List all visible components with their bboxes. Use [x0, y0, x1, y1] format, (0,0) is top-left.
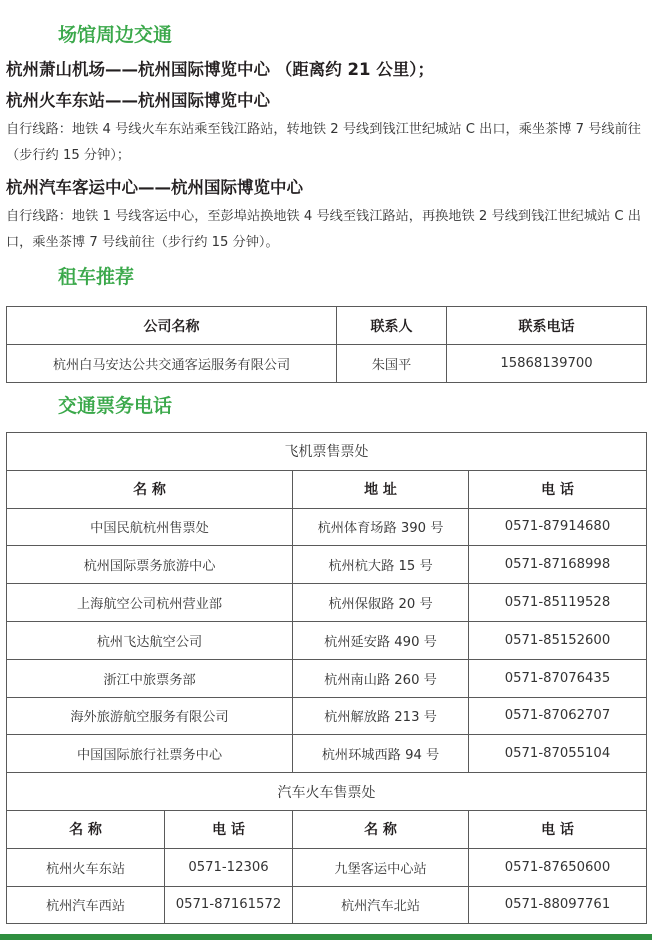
route-heading-east-station: 杭州火车东站——杭州国际博览中心 — [6, 91, 270, 110]
office-phone: 0571-87062707 — [469, 697, 647, 735]
route-heading-bus-center: 杭州汽车客运中心——杭州国际博览中心 — [6, 178, 303, 197]
office-address: 杭州解放路 213 号 — [293, 697, 469, 735]
route-detail-bus-center: 自行线路：地铁 1 号线客运中心，至彭埠站换地铁 4 号线至钱江路站，再换地铁 2 号线到钱江世纪城站 C 出口，乘坐茶博 7 号线前往（步行约 15 分钟）。 — [6, 209, 641, 250]
station-phone: 0571-87650600 — [469, 848, 647, 886]
station-phone: 0571-87161572 — [165, 886, 293, 924]
table-row — [7, 659, 647, 697]
office-address: 杭州杭大路 15 号 — [293, 546, 469, 584]
table-row — [7, 697, 647, 735]
bus-train-tickets-caption: 汽车火车售票处 — [7, 773, 647, 811]
station-phone: 0571-88097761 — [469, 886, 647, 924]
station-name: 九堡客运中心站 — [293, 848, 469, 886]
table-header-row — [7, 307, 647, 345]
company-name: 杭州白马安达公共交通客运服务有限公司 — [7, 345, 337, 383]
bus-train-caption-row — [7, 773, 647, 811]
office-phone: 0571-85119528 — [469, 584, 647, 622]
column-header-phone: 电 话 — [469, 470, 647, 508]
column-header-phone: 电 话 — [165, 810, 293, 848]
route-detail-east-station: 自行线路：地铁 4 号线火车东站乘至钱江路站，转地铁 2 号线到钱江世纪城站 C 出口，乘坐茶博 7 号线前往（步行约 15 分钟）； — [6, 122, 641, 163]
office-phone: 0571-87055104 — [469, 735, 647, 773]
office-address: 杭州环城西路 94 号 — [293, 735, 469, 773]
table-row — [7, 546, 647, 584]
office-address: 杭州南山路 260 号 — [293, 659, 469, 697]
office-name: 海外旅游航空服务有限公司 — [7, 697, 293, 735]
station-name: 杭州火车东站 — [7, 848, 165, 886]
table-row — [7, 508, 647, 546]
air-tickets-caption-row — [7, 433, 647, 471]
office-name: 杭州国际票务旅游中心 — [7, 546, 293, 584]
office-name: 上海航空公司杭州营业部 — [7, 584, 293, 622]
contact-phone: 15868139700 — [447, 345, 647, 383]
column-header-address: 地 址 — [293, 470, 469, 508]
station-phone: 0571-12306 — [165, 848, 293, 886]
column-header-name: 名 称 — [293, 810, 469, 848]
section-title-traffic: 场馆周边交通 — [58, 24, 173, 46]
table-row — [7, 621, 647, 659]
section-title-tickets: 交通票务电话 — [58, 395, 173, 417]
route-heading-airport: 杭州萧山机场——杭州国际博览中心 （距离约 21 公里）； — [6, 60, 434, 79]
office-name: 中国国际旅行社票务中心 — [7, 735, 293, 773]
ticket-offices-table — [6, 432, 647, 924]
table-row — [7, 848, 647, 886]
rental-table — [6, 306, 647, 383]
office-phone: 0571-87076435 — [469, 659, 647, 697]
table-row — [7, 735, 647, 773]
contact-person: 朱国平 — [337, 345, 447, 383]
column-header-company: 公司名称 — [7, 307, 337, 345]
footer-rule — [0, 934, 652, 940]
office-phone: 0571-87914680 — [469, 508, 647, 546]
column-header-phone: 电 话 — [469, 810, 647, 848]
column-header-contact: 联系人 — [337, 307, 447, 345]
office-phone: 0571-85152600 — [469, 621, 647, 659]
table-row — [7, 345, 647, 383]
station-name: 杭州汽车西站 — [7, 886, 165, 924]
column-header-name: 名 称 — [7, 470, 293, 508]
air-tickets-header-row — [7, 470, 647, 508]
station-name: 杭州汽车北站 — [293, 886, 469, 924]
column-header-name: 名 称 — [7, 810, 165, 848]
office-address: 杭州保俶路 20 号 — [293, 584, 469, 622]
section-title-rental: 租车推荐 — [58, 266, 135, 288]
office-address: 杭州延安路 490 号 — [293, 621, 469, 659]
column-header-phone: 联系电话 — [447, 307, 647, 345]
bus-train-header-row — [7, 810, 647, 848]
office-name: 中国民航杭州售票处 — [7, 508, 293, 546]
table-row — [7, 886, 647, 924]
office-name: 杭州飞达航空公司 — [7, 621, 293, 659]
table-row — [7, 584, 647, 622]
air-tickets-caption: 飞机票售票处 — [7, 433, 647, 471]
office-phone: 0571-87168998 — [469, 546, 647, 584]
office-name: 浙江中旅票务部 — [7, 659, 293, 697]
office-address: 杭州体育场路 390 号 — [293, 508, 469, 546]
